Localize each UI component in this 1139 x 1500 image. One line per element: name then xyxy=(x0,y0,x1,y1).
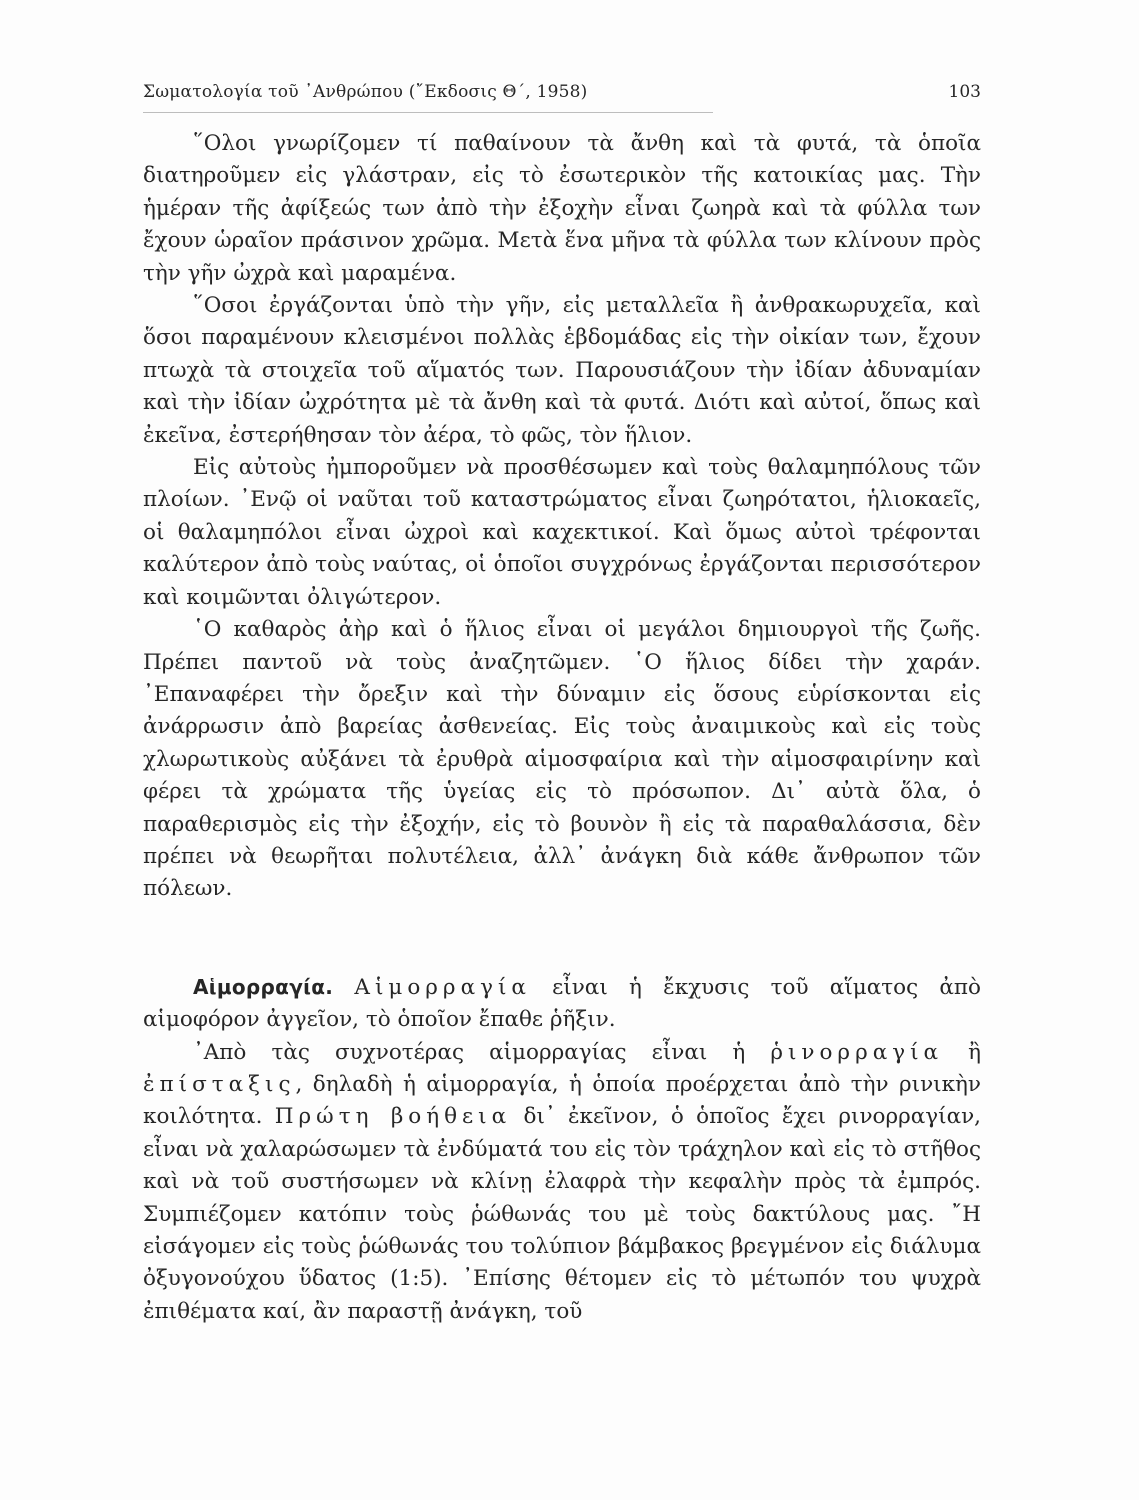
text-run: ᾿Απὸ τὰς συχνοτέρας αἱμορραγίας εἶναι ἡ xyxy=(193,1039,771,1065)
text-run: ἢ xyxy=(943,1039,982,1065)
header-rule xyxy=(143,112,713,113)
page-number: 103 xyxy=(948,82,981,102)
paragraph-plants: ῞Ολοι γνωρίζομεν τί παθαίνουν τὰ ἄνθη καὶ τὰ φυτά, τὰ ὁποῖα διατηροῦμεν εἰς γλάστραν, εἰς τὸ ἐσωτερικὸν τῆς κατοικίας μας. Τὴν ἡμέραν τῆς ἀφίξεώς των ἀπὸ τὴν ἐξοχὴν εἶναι ζωηρὰ καὶ τὰ φύλλα των ἔχουν ὡραῖον πράσινον χρῶμα. Μετὰ ἕνα μῆνα τὰ φύλλα των κλίνουν πρὸς τὴν γῆν ὠχρὰ καὶ μαραμένα. xyxy=(143,131,981,286)
running-header xyxy=(143,78,981,118)
spaced-term: Αἱμορραγία xyxy=(354,974,531,1000)
text-run: δι᾿ ἐκεῖνον, ὁ ὁποῖος ἔχει ρινορραγίαν, εἶναι νὰ χαλαρώσωμεν τὰ ἐνδύματά του εἰς τὸν τράχηλον καὶ εἰς τὸ στῆθος καὶ νὰ τοῦ συστήσωμεν νὰ κλίνῃ ἐλαφρὰ τὴν κεφαλὴν πρὸς τὰ ἐμπρός. Συμπιέζομεν κατόπιν τοὺς ῥώθωνάς του μὲ τοὺς δακτύλους μας. ῎Η εἰσάγομεν εἰς τοὺς ῥώθωνάς του τολύπιον βάμβακος βρεγμένον εἰς διάλυμα ὀξυγονούχου ὕδατος (1:5). ᾿Επίσης θέτομεν εἰς τὸ μέτωπόν του ψυχρὰ ἐπιθέματα καί, ἂν παραστῇ ἀνάγκη, τοῦ xyxy=(143,1104,982,1324)
definition-text: εἶναι ἡ ἔκχυσις τοῦ αἵματος ἀπὸ αἱμοφόρον ἀγγεῖον, τὸ ὁποῖον ἔπαθε ῥῆξιν. xyxy=(143,974,981,1033)
text-run: , δηλαδὴ ἡ αἱμορραγία, ἡ ὁποία προέρχεται ἀπὸ τὴν ρινικὴν κοιλότητα. xyxy=(143,1071,981,1130)
spaced-rhinorrhagia: ῥινορραγία xyxy=(770,1039,944,1065)
paragraph-miners: ῞Οσοι ἐργάζονται ὑπὸ τὴν γῆν, εἰς μεταλλεῖα ἢ ἀνθρακωρυχεῖα, καὶ ὅσοι παραμένουν κλεισμένοι πολλὰς ἑβδομάδας εἰς τὴν οἰκίαν των, ἔχουν πτωχὰ τὰ στοιχεῖα τοῦ αἵματός των. Παρουσιάζουν τὴν ἰδίαν ἀδυναμίαν καὶ τὴν ἰδίαν ὠχρότητα μὲ τὰ ἄνθη καὶ τὰ φυτά. Διότι καὶ αὐτοί, ὅπως καὶ ἐκεῖνα, ἐστερήθησαν τὸν ἀέρα, τὸ φῶς, τὸν ἥλιον. xyxy=(143,293,981,448)
section-term: Αἱμορραγία. xyxy=(193,974,334,999)
paragraph-epistaxis xyxy=(143,1037,981,1329)
spaced-epistaxis: ἐπίσταξις xyxy=(143,1071,296,1097)
paragraph-stewards: Εἰς αὐτοὺς ἠμποροῦμεν νὰ προσθέσωμεν καὶ τοὺς θαλαμηπόλους τῶν πλοίων. ᾿Ενῷ οἱ ναῦται τοῦ καταστρώματος εἶναι ζωηρότατοι, ἡλιοκαεῖς, οἱ θαλαμηπόλοι εἶναι ὠχροὶ καὶ καχεκτικοί. Καὶ ὅμως αὐτοὶ τρέφονται καλύτερον ἀπὸ τοὺς ναύτας, οἱ ὁποῖοι συγχρόνως ἐργάζονται περισσότερον καὶ κοιμῶνται ὀλιγώτερον. xyxy=(143,455,981,610)
paragraph-hemorrhage-definition xyxy=(143,971,981,1037)
running-title: Σωματολογία τοῦ ᾿Ανθρώπου (῎Εκδοσις Θ΄, 1958) xyxy=(143,82,588,102)
paragraph-sun-air: ῾Ο καθαρὸς ἀὴρ καὶ ὁ ἥλιος εἶναι οἱ μεγάλοι δημιουργοὶ τῆς ζωῆς. Πρέπει παντοῦ νὰ τοὺς ἀναζητῶμεν. ῾Ο ἥλιος δίδει τὴν χαράν. ᾿Επαναφέρει τὴν ὄρεξιν καὶ τὴν δύναμιν εἰς ὅσους εὑρίσκονται εἰς ἀνάρρωσιν ἀπὸ βαρείας ἀσθενείας. Εἰς τοὺς ἀναιμικοὺς καὶ εἰς τοὺς χλωρωτικοὺς αὐξάνει τὰ ἐρυθρὰ αἱμοσφαίρια καὶ τὴν αἱμοσφαιρίνην καὶ φέρει τὰ χρώματα τῆς ὑγείας εἰς τὸ πρόσωπον. Δι᾿ αὐτὰ ὅλα, ὁ παραθερισμὸς εἰς τὴν ἐξοχήν, εἰς τὸ βουνὸν ἢ εἰς τὰ παραθαλάσσια, δὲν πρέπει νὰ θεωρῆται πολυτέλεια, ἀλλ᾿ ἀνάγκη διὰ κάθε ἄνθρωπον τῶν πόλεων. xyxy=(143,617,981,902)
page-body xyxy=(143,128,981,1328)
spaced-first-aid: Πρώτη βοήθεια xyxy=(274,1104,512,1130)
